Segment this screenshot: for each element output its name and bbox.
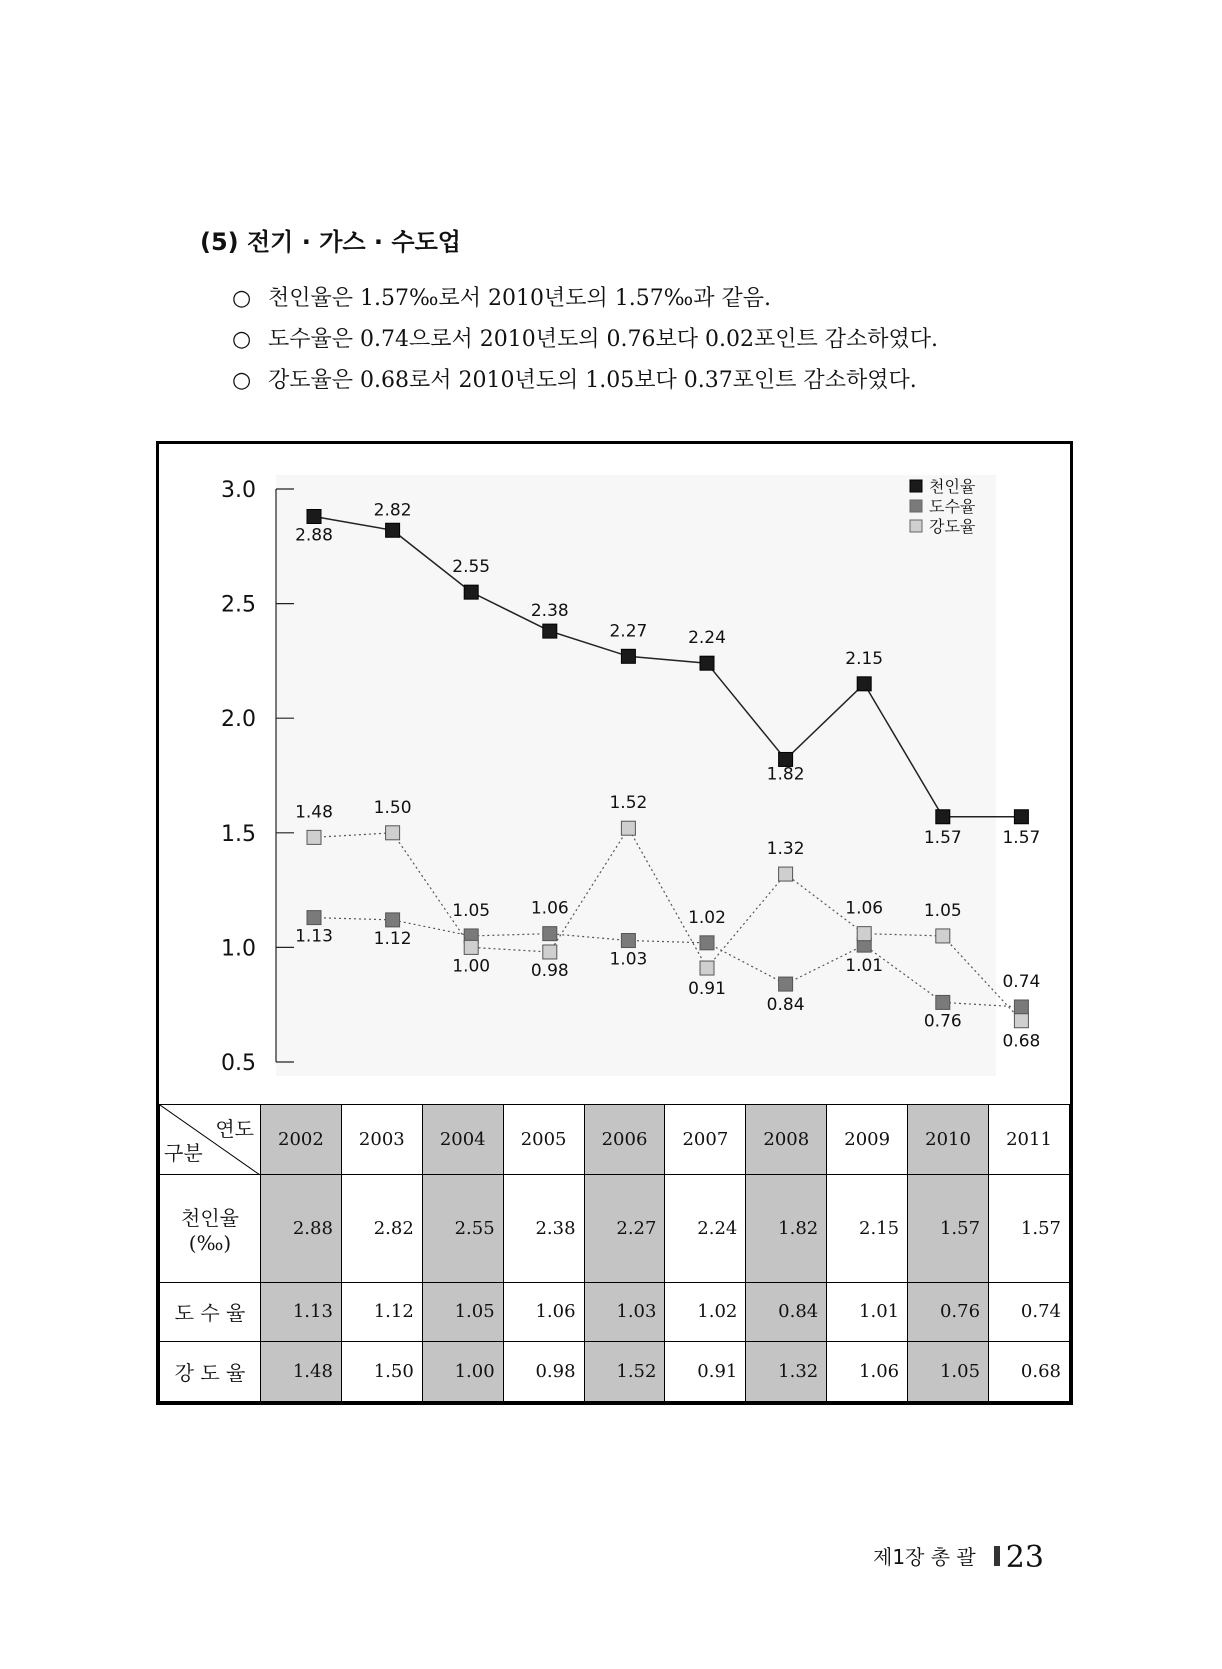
summary-item [232, 360, 938, 401]
chart-frame [156, 441, 1073, 1405]
data-label: 0.91 [688, 979, 726, 1000]
data-point-marker [386, 523, 400, 537]
data-point-marker [1014, 810, 1028, 824]
data-point-marker [700, 656, 714, 670]
line-chart [159, 444, 1070, 1104]
data-point-marker [307, 510, 321, 524]
data-label: 1.82 [766, 764, 805, 785]
page-footer [873, 1540, 1044, 1575]
table-corner-cell [160, 1105, 261, 1175]
year-header: 2005 [503, 1105, 584, 1175]
data-label: 1.01 [845, 956, 884, 977]
legend-label: 강도율 [929, 517, 976, 536]
year-header: 2007 [665, 1105, 746, 1175]
row-label: 강 도 율 [160, 1342, 261, 1402]
data-label: 0.84 [766, 995, 805, 1016]
y-tick-label: 1.0 [221, 936, 256, 962]
table-cell: 1.01 [827, 1282, 908, 1342]
data-label: 1.06 [845, 898, 884, 919]
data-point-marker [386, 826, 400, 840]
table-cell: 0.98 [503, 1342, 584, 1402]
data-point-marker [307, 911, 321, 925]
data-point-marker [779, 977, 793, 991]
data-point-marker [857, 677, 871, 691]
data-point-marker [700, 961, 714, 975]
data-label: 1.12 [373, 928, 412, 949]
table-cell: 1.12 [341, 1282, 422, 1342]
y-tick-label: 1.5 [221, 821, 256, 847]
year-header: 2003 [341, 1105, 422, 1175]
section-heading: (5) 전기 · 가스 · 수도업 [200, 228, 461, 256]
summary-text: 도수율은 0.74으로서 2010년도의 0.76보다 0.02포인트 감소하였다. [268, 327, 938, 352]
separator-bar-icon [994, 1546, 1000, 1566]
table-row [160, 1342, 1070, 1402]
summary-text: 천인율은 1.57‰로서 2010년도의 1.57‰과 같음. [268, 286, 771, 311]
legend-swatch [910, 500, 922, 512]
data-point-marker [621, 934, 635, 948]
data-point-marker [543, 927, 557, 941]
table-cell: 2.24 [665, 1175, 746, 1283]
data-point-marker [464, 940, 478, 954]
data-point-marker [386, 913, 400, 927]
data-point-marker [1014, 1014, 1028, 1028]
table-cell: 1.57 [908, 1175, 989, 1283]
legend-label: 도수율 [929, 497, 976, 516]
data-label: 1.57 [1002, 827, 1041, 848]
summary-text: 강도율은 0.68로서 2010년도의 1.05보다 0.37포인트 감소하였다. [268, 368, 917, 393]
data-label: 1.57 [923, 827, 962, 848]
data-label: 1.05 [452, 900, 491, 921]
year-header: 2004 [422, 1105, 503, 1175]
table-cell: 0.91 [665, 1342, 746, 1402]
table-row [160, 1175, 1070, 1283]
table-header-row [160, 1105, 1070, 1175]
data-label: 0.68 [1002, 1031, 1041, 1052]
table-cell: 0.68 [989, 1342, 1070, 1402]
data-point-marker [779, 867, 793, 881]
year-header: 2011 [989, 1105, 1070, 1175]
data-point-marker [543, 624, 557, 638]
table-cell: 1.02 [665, 1282, 746, 1342]
table-cell: 1.03 [584, 1282, 665, 1342]
data-label: 0.74 [1002, 971, 1041, 992]
data-label: 0.98 [530, 960, 569, 981]
table-cell: 0.74 [989, 1282, 1070, 1342]
data-label: 1.02 [688, 907, 726, 928]
corner-label-category: 구분 [164, 1141, 203, 1165]
data-label: 2.38 [530, 601, 569, 622]
row-label: 천인율(‰) [160, 1175, 261, 1283]
table-cell: 1.57 [989, 1175, 1070, 1283]
y-tick-label: 3.0 [221, 478, 256, 503]
table-cell: 2.88 [261, 1175, 342, 1283]
data-label: 2.55 [452, 557, 491, 578]
table-cell: 2.15 [827, 1175, 908, 1283]
corner-label-year: 연도 [215, 1117, 254, 1141]
data-label: 2.15 [845, 648, 884, 669]
table-cell: 1.52 [584, 1342, 665, 1402]
table-cell: 1.50 [341, 1342, 422, 1402]
data-label: 2.82 [373, 500, 412, 521]
table-cell: 0.76 [908, 1282, 989, 1342]
table-cell: 1.48 [261, 1342, 342, 1402]
data-point-marker [936, 929, 950, 943]
plot-background [276, 475, 996, 1076]
summary-item [232, 278, 938, 319]
table-cell: 2.82 [341, 1175, 422, 1283]
table-cell: 1.05 [908, 1342, 989, 1402]
year-header: 2009 [827, 1105, 908, 1175]
summary-item [232, 319, 938, 360]
table-cell: 1.06 [503, 1282, 584, 1342]
data-label: 1.48 [295, 802, 333, 823]
data-point-marker [621, 821, 635, 835]
table-cell: 2.55 [422, 1175, 503, 1283]
year-header: 2008 [746, 1105, 827, 1175]
legend-label: 천인율 [929, 477, 976, 496]
chapter-label: 제1장 총 괄 [873, 1545, 976, 1569]
data-label: 1.05 [923, 900, 962, 921]
table-cell: 1.13 [261, 1282, 342, 1342]
row-label: 도 수 율 [160, 1282, 261, 1342]
data-label: 1.03 [609, 949, 648, 970]
legend-swatch [910, 480, 922, 492]
y-tick-label: 2.5 [221, 592, 256, 618]
year-header: 2006 [584, 1105, 665, 1175]
table-cell: 2.38 [503, 1175, 584, 1283]
data-point-marker [543, 945, 557, 959]
year-header: 2002 [261, 1105, 342, 1175]
table-cell: 2.27 [584, 1175, 665, 1283]
data-table [159, 1104, 1070, 1402]
year-header: 2010 [908, 1105, 989, 1175]
data-point-marker [936, 995, 950, 1009]
bullet-circle-icon: ○ [232, 327, 252, 352]
y-tick-label: 2.0 [221, 707, 256, 733]
y-tick-label: 0.5 [221, 1051, 256, 1076]
data-point-marker [936, 810, 950, 824]
data-point-marker [307, 830, 321, 844]
data-label: 2.24 [688, 628, 726, 649]
bullet-circle-icon: ○ [232, 286, 252, 311]
table-cell: 1.05 [422, 1282, 503, 1342]
data-point-marker [464, 585, 478, 599]
legend-swatch [910, 520, 922, 532]
table-cell: 0.84 [746, 1282, 827, 1342]
data-point-marker [700, 936, 714, 950]
table-row [160, 1282, 1070, 1342]
data-label: 1.50 [373, 797, 412, 818]
table-cell: 1.06 [827, 1342, 908, 1402]
data-label: 0.76 [923, 1011, 962, 1032]
page-number: 23 [1005, 1540, 1044, 1575]
data-point-marker [857, 927, 871, 941]
table-cell: 1.00 [422, 1342, 503, 1402]
summary-list [232, 278, 938, 401]
data-label: 1.52 [609, 793, 648, 814]
table-cell: 1.82 [746, 1175, 827, 1283]
data-label: 2.27 [609, 621, 648, 642]
data-point-marker [621, 649, 635, 663]
table-cell: 1.32 [746, 1342, 827, 1402]
data-point-marker [1014, 1000, 1028, 1014]
data-label: 1.32 [766, 839, 805, 860]
data-label: 1.13 [295, 926, 333, 947]
data-label: 1.00 [452, 956, 491, 977]
data-label: 2.88 [295, 525, 333, 546]
data-label: 1.06 [530, 898, 569, 919]
bullet-circle-icon: ○ [232, 368, 252, 393]
